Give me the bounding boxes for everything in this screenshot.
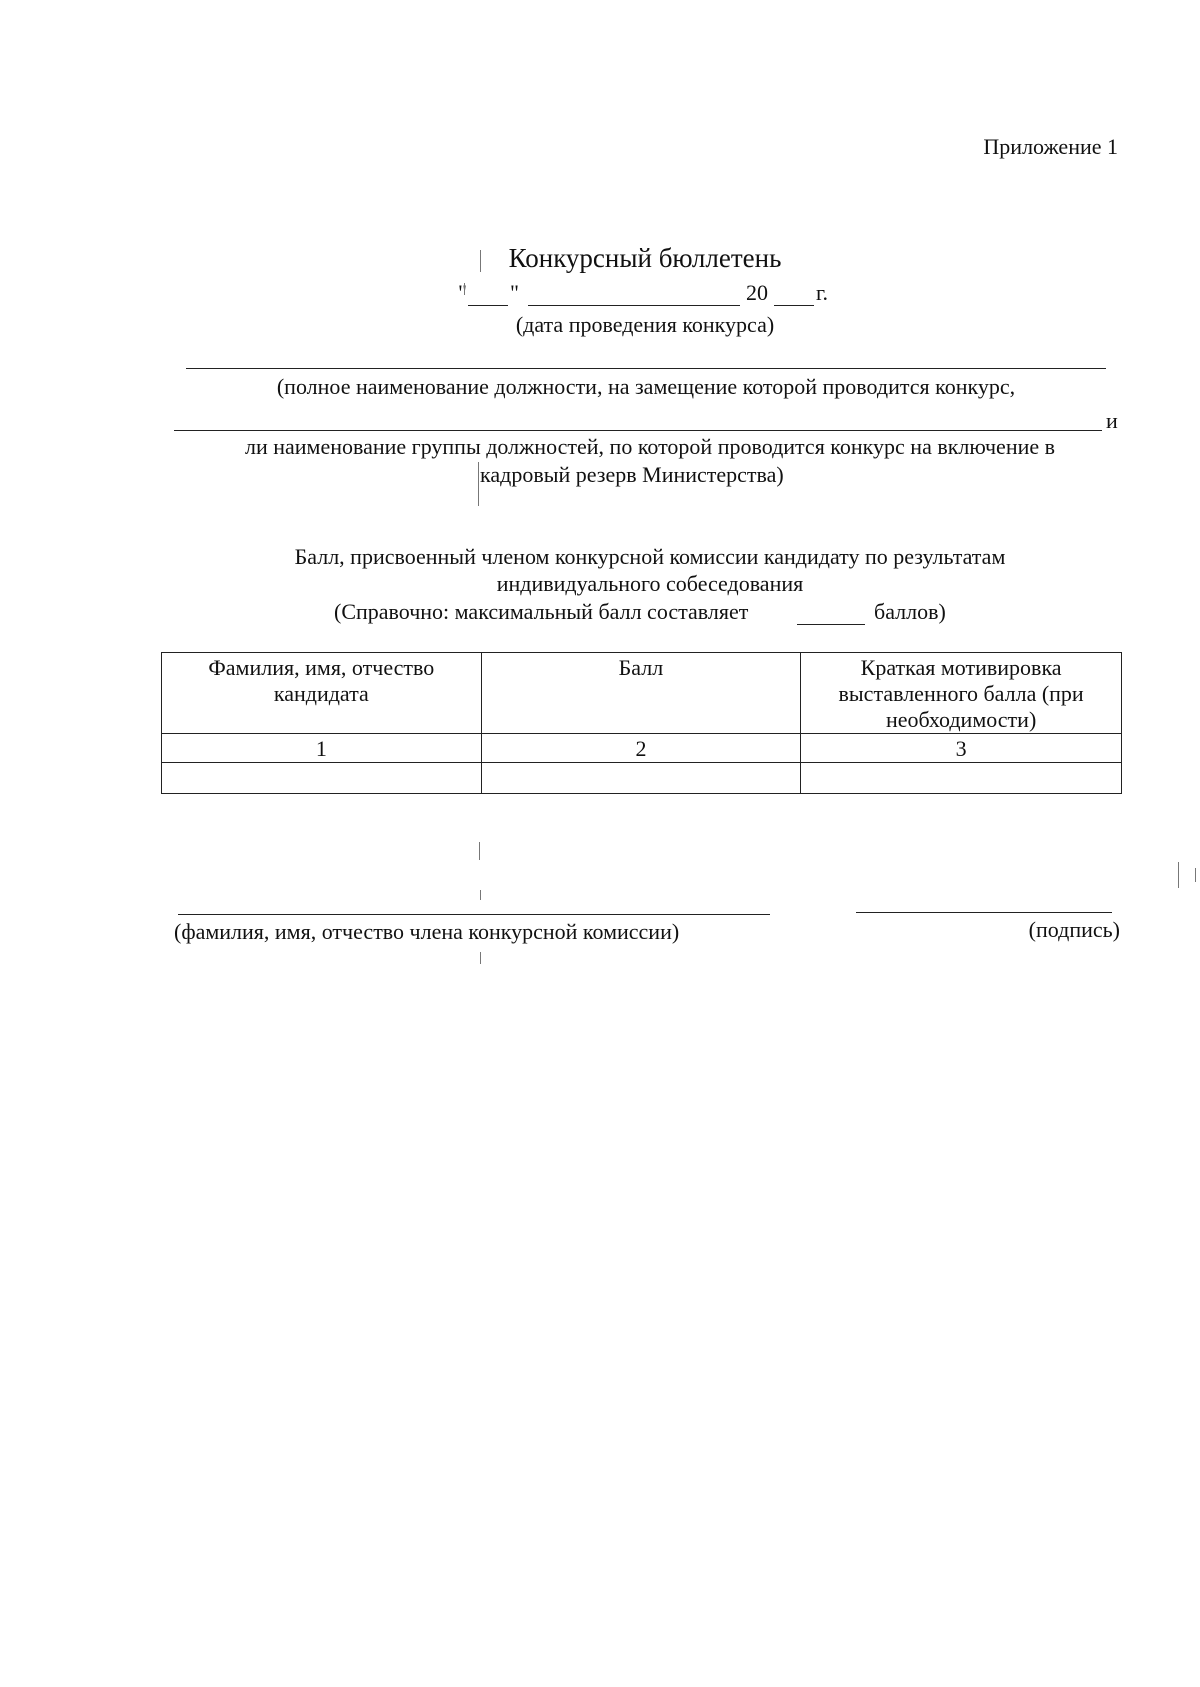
appendix-label: Приложение 1 bbox=[983, 134, 1118, 159]
header-motivation: Краткая мотивировка выставленного балла (при необходимости) bbox=[801, 653, 1122, 734]
date-open-quote: " bbox=[458, 280, 467, 305]
position-connector: и bbox=[1106, 408, 1118, 433]
position-caption-2: ли наименование группы должностей, по которой проводится конкурс на включение в bbox=[244, 434, 1056, 459]
header-candidate-name: Фамилия, имя, отчество кандидата bbox=[162, 653, 482, 734]
score-cell[interactable] bbox=[481, 763, 801, 794]
date-caption: (дата проведения конкурса) bbox=[515, 312, 775, 337]
reference-prefix: (Справочно: максимальный балл составляет bbox=[334, 599, 749, 624]
column-number: 3 bbox=[801, 734, 1122, 763]
scan-mark bbox=[464, 283, 465, 295]
position-blank-2 bbox=[174, 430, 1102, 431]
score-table bbox=[161, 652, 1122, 794]
member-name-blank bbox=[178, 914, 770, 915]
column-number: 2 bbox=[481, 734, 801, 763]
reference-suffix: баллов) bbox=[874, 599, 946, 624]
table-number-row bbox=[162, 734, 1122, 763]
day-blank bbox=[468, 305, 508, 306]
header-score: Балл bbox=[481, 653, 801, 734]
table-row bbox=[162, 763, 1122, 794]
max-score-blank bbox=[797, 624, 865, 625]
scan-mark bbox=[1195, 868, 1196, 882]
motivation-cell[interactable] bbox=[801, 763, 1122, 794]
position-caption-1: (полное наименование должности, на замещение которой проводится конкурс, bbox=[276, 374, 1016, 399]
scan-mark bbox=[480, 890, 481, 900]
signature-caption: (подпись) bbox=[1028, 917, 1120, 942]
year-blank bbox=[774, 305, 814, 306]
column-number: 1 bbox=[162, 734, 482, 763]
date-close-quote: " bbox=[510, 280, 519, 305]
candidate-name-cell[interactable] bbox=[162, 763, 482, 794]
table-header-row bbox=[162, 653, 1122, 734]
position-caption-3: кадровый резерв Министерства) bbox=[480, 462, 784, 487]
year-prefix: 20 bbox=[746, 280, 768, 305]
position-blank-1 bbox=[186, 368, 1106, 369]
scan-mark bbox=[1178, 862, 1179, 888]
score-heading-line-2: индивидуального собеседования bbox=[496, 571, 804, 596]
member-name-caption: (фамилия, имя, отчество члена конкурсной комиссии) bbox=[174, 919, 680, 944]
scan-mark bbox=[480, 952, 481, 964]
score-heading-line-1: Балл, присвоенный членом конкурсной комиссии кандидату по результатам bbox=[294, 544, 1006, 569]
year-suffix: г. bbox=[816, 280, 829, 305]
month-blank bbox=[528, 305, 740, 306]
scan-mark bbox=[478, 462, 479, 506]
scan-mark bbox=[480, 250, 481, 272]
document-title: Конкурсный бюллетень bbox=[508, 243, 782, 273]
scan-mark bbox=[479, 842, 480, 860]
signature-blank bbox=[856, 912, 1112, 913]
